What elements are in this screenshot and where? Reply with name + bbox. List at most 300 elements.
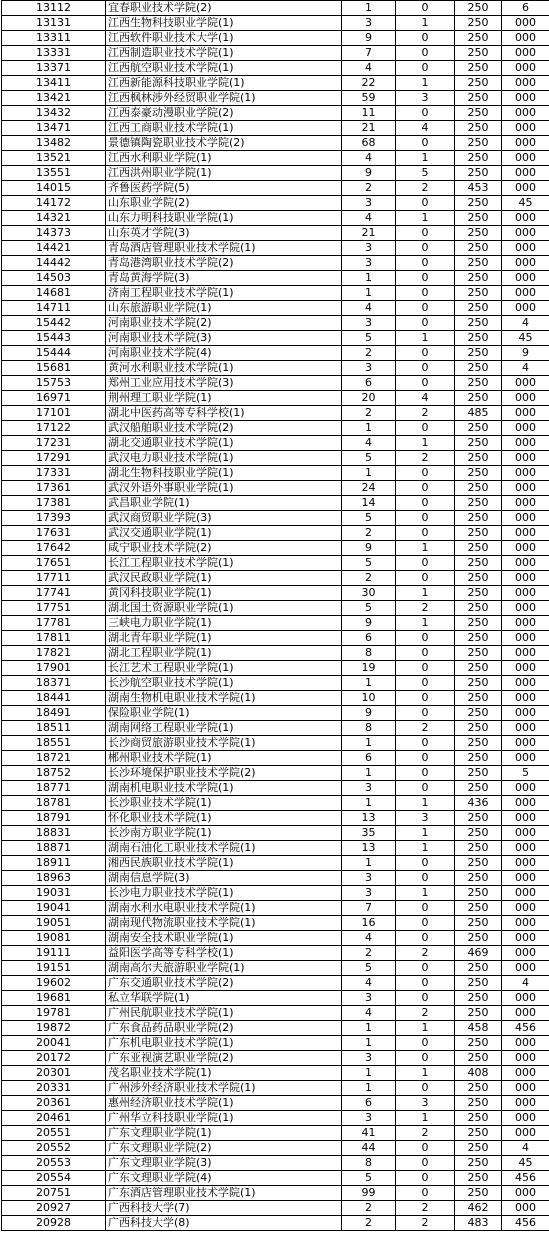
sub-count-cell: 3: [396, 1096, 455, 1111]
sub-count-cell: 0: [396, 1156, 455, 1171]
sub-count-cell: 2: [396, 721, 455, 736]
school-code-cell: 16971: [2, 391, 106, 406]
count-cell: 14: [342, 496, 396, 511]
school-name-cell: 湖北工程职业学院(1): [106, 646, 342, 661]
school-name-cell: 郑州工业应用技术学院(3): [106, 376, 342, 391]
school-code-cell: 13311: [2, 31, 106, 46]
count-cell: 2: [342, 406, 396, 421]
code-suffix-cell: 000: [502, 451, 549, 466]
code-suffix-cell: 000: [502, 16, 549, 31]
code-suffix-cell: 000: [502, 571, 549, 586]
school-code-cell: 14172: [2, 196, 106, 211]
school-name-cell: 广东亚视演艺职业学院(2): [106, 1051, 342, 1066]
code-suffix-cell: 000: [502, 886, 549, 901]
table-body: [2, 1, 549, 1231]
table-row: [2, 1216, 549, 1231]
school-name-cell: 江西工商职业技术学院(1): [106, 121, 342, 136]
score-cell: 250: [455, 736, 502, 751]
school-code-cell: 19151: [2, 961, 106, 976]
table-row: [2, 1081, 549, 1096]
table-row: [2, 256, 549, 271]
school-name-cell: 山东旅游职业学院(1): [106, 301, 342, 316]
score-cell: 485: [455, 406, 502, 421]
sub-count-cell: 0: [396, 856, 455, 871]
code-suffix-cell: 000: [502, 421, 549, 436]
score-cell: 250: [455, 676, 502, 691]
table-row: [2, 46, 549, 61]
sub-count-cell: 1: [396, 616, 455, 631]
count-cell: 6: [342, 751, 396, 766]
school-code-cell: 14015: [2, 181, 106, 196]
school-name-cell: 益阳医学高等专科学校(1): [106, 946, 342, 961]
score-cell: 250: [455, 586, 502, 601]
code-suffix-cell: 000: [502, 811, 549, 826]
sub-count-cell: 2: [396, 1006, 455, 1021]
sub-count-cell: 3: [396, 811, 455, 826]
code-suffix-cell: 000: [502, 736, 549, 751]
count-cell: 41: [342, 1126, 396, 1141]
score-cell: 250: [455, 541, 502, 556]
sub-count-cell: 2: [396, 406, 455, 421]
code-suffix-cell: 000: [502, 286, 549, 301]
score-cell: 250: [455, 706, 502, 721]
score-cell: 250: [455, 136, 502, 151]
school-name-cell: 江西洪州职业学院(1): [106, 166, 342, 181]
sub-count-cell: 0: [396, 421, 455, 436]
score-cell: 250: [455, 661, 502, 676]
sub-count-cell: 0: [396, 196, 455, 211]
table-row: [2, 226, 549, 241]
school-code-cell: 17821: [2, 646, 106, 661]
count-cell: 6: [342, 1096, 396, 1111]
code-suffix-cell: 000: [502, 661, 549, 676]
school-code-cell: 13482: [2, 136, 106, 151]
code-suffix-cell: 000: [502, 676, 549, 691]
school-name-cell: 惠州经济职业技术学院(1): [106, 1096, 342, 1111]
school-code-cell: 13331: [2, 46, 106, 61]
score-cell: 469: [455, 946, 502, 961]
sub-count-cell: 0: [396, 571, 455, 586]
count-cell: 3: [342, 991, 396, 1006]
score-cell: 250: [455, 571, 502, 586]
table-row: [2, 976, 549, 991]
sub-count-cell: 0: [396, 496, 455, 511]
sub-count-cell: 0: [396, 511, 455, 526]
school-code-cell: 13421: [2, 91, 106, 106]
school-code-cell: 17781: [2, 616, 106, 631]
score-cell: 250: [455, 421, 502, 436]
code-suffix-cell: 4: [502, 361, 549, 376]
school-name-cell: 湖南生物机电职业技术学院(1): [106, 691, 342, 706]
table-row: [2, 151, 549, 166]
table-row: [2, 556, 549, 571]
school-name-cell: 湖南水利水电职业技术学院(1): [106, 901, 342, 916]
school-code-cell: 18781: [2, 796, 106, 811]
count-cell: 5: [342, 556, 396, 571]
school-name-cell: 广西科技大学(8): [106, 1216, 342, 1231]
table-row: [2, 1096, 549, 1111]
score-cell: 250: [455, 391, 502, 406]
school-code-cell: 14421: [2, 241, 106, 256]
code-suffix-cell: 000: [502, 871, 549, 886]
score-cell: 250: [455, 976, 502, 991]
code-suffix-cell: 000: [502, 856, 549, 871]
count-cell: 10: [342, 691, 396, 706]
school-code-cell: 18791: [2, 811, 106, 826]
sub-count-cell: 0: [396, 46, 455, 61]
count-cell: 21: [342, 226, 396, 241]
sub-count-cell: 0: [396, 751, 455, 766]
school-code-cell: 13471: [2, 121, 106, 136]
table-row: [2, 1171, 549, 1186]
school-name-cell: 广东文理职业学院(2): [106, 1141, 342, 1156]
school-code-cell: 15681: [2, 361, 106, 376]
table-row: [2, 91, 549, 106]
school-name-cell: 山东职业学院(2): [106, 196, 342, 211]
table-row: [2, 316, 549, 331]
score-cell: 250: [455, 91, 502, 106]
school-name-cell: 武汉商贸职业学院(3): [106, 511, 342, 526]
school-code-cell: 13551: [2, 166, 106, 181]
school-code-cell: 18371: [2, 676, 106, 691]
count-cell: 1: [342, 271, 396, 286]
school-code-cell: 20301: [2, 1066, 106, 1081]
count-cell: 5: [342, 511, 396, 526]
code-suffix-cell: 000: [502, 901, 549, 916]
sub-count-cell: 0: [396, 556, 455, 571]
code-suffix-cell: 000: [502, 601, 549, 616]
school-name-cell: 黄河水利职业技术学院(1): [106, 361, 342, 376]
table-row: [2, 781, 549, 796]
sub-count-cell: 0: [396, 316, 455, 331]
school-code-cell: 18551: [2, 736, 106, 751]
code-suffix-cell: 000: [502, 136, 549, 151]
table-row: [2, 181, 549, 196]
table-row: [2, 706, 549, 721]
table-row: [2, 286, 549, 301]
table-row: [2, 406, 549, 421]
count-cell: 3: [342, 16, 396, 31]
table-row: [2, 1051, 549, 1066]
score-cell: 250: [455, 1126, 502, 1141]
count-cell: 1: [342, 1, 396, 16]
school-name-cell: 广西科技大学(7): [106, 1201, 342, 1216]
school-name-cell: 湖南机电职业技术学院(1): [106, 781, 342, 796]
table-row: [2, 796, 549, 811]
code-suffix-cell: 000: [502, 211, 549, 226]
table-row: [2, 211, 549, 226]
score-cell: 250: [455, 241, 502, 256]
table-row: [2, 991, 549, 1006]
count-cell: 19: [342, 661, 396, 676]
score-cell: 408: [455, 1066, 502, 1081]
score-cell: 483: [455, 1216, 502, 1231]
school-name-cell: 湖南石油化工职业技术学院(1): [106, 841, 342, 856]
school-name-cell: 江西软件职业技术大学(1): [106, 31, 342, 46]
table-row: [2, 361, 549, 376]
score-cell: 250: [455, 1036, 502, 1051]
school-name-cell: 宜春职业技术学院(2): [106, 1, 342, 16]
school-code-cell: 13432: [2, 106, 106, 121]
count-cell: 4: [342, 301, 396, 316]
score-cell: 250: [455, 376, 502, 391]
table-row: [2, 496, 549, 511]
count-cell: 13: [342, 811, 396, 826]
count-cell: 5: [342, 331, 396, 346]
count-cell: 99: [342, 1186, 396, 1201]
count-cell: 2: [342, 571, 396, 586]
school-code-cell: 14373: [2, 226, 106, 241]
table-row: [2, 136, 549, 151]
school-name-cell: 武汉交通职业学院(1): [106, 526, 342, 541]
count-cell: 3: [342, 1051, 396, 1066]
sub-count-cell: 0: [396, 646, 455, 661]
school-name-cell: 武汉民政职业学院(1): [106, 571, 342, 586]
school-code-cell: 13411: [2, 76, 106, 91]
sub-count-cell: 0: [396, 241, 455, 256]
school-code-cell: 19781: [2, 1006, 106, 1021]
school-name-cell: 江西泰豪动漫职业学院(2): [106, 106, 342, 121]
sub-count-cell: 1: [396, 586, 455, 601]
school-name-cell: 广东食品药品职业学院(2): [106, 1021, 342, 1036]
sub-count-cell: 0: [396, 1081, 455, 1096]
school-code-cell: 17751: [2, 601, 106, 616]
table-row: [2, 946, 549, 961]
school-code-cell: 20461: [2, 1111, 106, 1126]
school-name-cell: 湘西民族职业技术学院(1): [106, 856, 342, 871]
sub-count-cell: 0: [396, 1141, 455, 1156]
score-cell: 250: [455, 466, 502, 481]
count-cell: 3: [342, 316, 396, 331]
code-suffix-cell: 000: [502, 1201, 549, 1216]
table-row: [2, 916, 549, 931]
table-row: [2, 901, 549, 916]
score-cell: 250: [455, 496, 502, 511]
score-cell: 458: [455, 1021, 502, 1036]
score-cell: 250: [455, 1096, 502, 1111]
count-cell: 30: [342, 586, 396, 601]
school-code-cell: 18963: [2, 871, 106, 886]
sub-count-cell: 0: [396, 526, 455, 541]
school-name-cell: 郴州职业技术学院(1): [106, 751, 342, 766]
school-name-cell: 广州涉外经济职业技术学院(1): [106, 1081, 342, 1096]
sub-count-cell: 0: [396, 961, 455, 976]
school-code-cell: 17901: [2, 661, 106, 676]
school-name-cell: 长沙环境保护职业技术学院(2): [106, 766, 342, 781]
school-code-cell: 19602: [2, 976, 106, 991]
table-row: [2, 811, 549, 826]
table-row: [2, 721, 549, 736]
count-cell: 4: [342, 976, 396, 991]
count-cell: 3: [342, 256, 396, 271]
sub-count-cell: 0: [396, 706, 455, 721]
sub-count-cell: 0: [396, 916, 455, 931]
score-cell: 250: [455, 721, 502, 736]
score-cell: 250: [455, 1111, 502, 1126]
score-cell: 250: [455, 556, 502, 571]
code-suffix-cell: 000: [502, 106, 549, 121]
sub-count-cell: 0: [396, 301, 455, 316]
code-suffix-cell: 456: [502, 1021, 549, 1036]
school-name-cell: 青岛黄海学院(3): [106, 271, 342, 286]
school-name-cell: 长沙商贸旅游职业技术学院(1): [106, 736, 342, 751]
table-row: [2, 961, 549, 976]
school-code-cell: 17122: [2, 421, 106, 436]
school-name-cell: 江西航空职业技术学院(1): [106, 61, 342, 76]
sub-count-cell: 0: [396, 1051, 455, 1066]
school-code-cell: 20041: [2, 1036, 106, 1051]
sub-count-cell: 1: [396, 331, 455, 346]
sub-count-cell: 0: [396, 1186, 455, 1201]
code-suffix-cell: 456: [502, 1171, 549, 1186]
school-name-cell: 湖北国土资源职业学院(1): [106, 601, 342, 616]
sub-count-cell: 1: [396, 1066, 455, 1081]
sub-count-cell: 0: [396, 1171, 455, 1186]
table-row: [2, 616, 549, 631]
code-suffix-cell: 000: [502, 301, 549, 316]
school-code-cell: 19111: [2, 946, 106, 961]
school-name-cell: 私立华联学院(1): [106, 991, 342, 1006]
score-cell: 250: [455, 436, 502, 451]
score-cell: 250: [455, 451, 502, 466]
school-name-cell: 齐鲁医药学院(5): [106, 181, 342, 196]
table-row: [2, 751, 549, 766]
code-suffix-cell: 000: [502, 391, 549, 406]
code-suffix-cell: 000: [502, 271, 549, 286]
sub-count-cell: 3: [396, 91, 455, 106]
code-suffix-cell: 000: [502, 826, 549, 841]
table-row: [2, 676, 549, 691]
admission-table: [1, 0, 549, 1231]
count-cell: 4: [342, 151, 396, 166]
count-cell: 2: [342, 181, 396, 196]
school-code-cell: 13371: [2, 61, 106, 76]
school-code-cell: 18752: [2, 766, 106, 781]
score-cell: 250: [455, 1156, 502, 1171]
code-suffix-cell: 000: [502, 181, 549, 196]
school-name-cell: 河南职业技术学院(4): [106, 346, 342, 361]
sub-count-cell: 0: [396, 991, 455, 1006]
school-name-cell: 广东文理职业学院(4): [106, 1171, 342, 1186]
sub-count-cell: 0: [396, 736, 455, 751]
sub-count-cell: 4: [396, 121, 455, 136]
school-code-cell: 20928: [2, 1216, 106, 1231]
school-code-cell: 13112: [2, 1, 106, 16]
code-suffix-cell: 000: [502, 526, 549, 541]
code-suffix-cell: 000: [502, 46, 549, 61]
score-cell: 250: [455, 916, 502, 931]
sub-count-cell: 4: [396, 391, 455, 406]
table-row: [2, 736, 549, 751]
school-code-cell: 15443: [2, 331, 106, 346]
school-code-cell: 20554: [2, 1171, 106, 1186]
school-name-cell: 长江工程职业技术学院(1): [106, 556, 342, 571]
score-cell: 250: [455, 631, 502, 646]
score-cell: 250: [455, 211, 502, 226]
table-row: [2, 1006, 549, 1021]
score-cell: 250: [455, 961, 502, 976]
score-cell: 250: [455, 901, 502, 916]
school-name-cell: 茂名职业技术学院(1): [106, 1066, 342, 1081]
count-cell: 1: [342, 1021, 396, 1036]
sub-count-cell: 0: [396, 286, 455, 301]
sub-count-cell: 2: [396, 946, 455, 961]
school-name-cell: 河南职业技术学院(2): [106, 316, 342, 331]
school-code-cell: 20172: [2, 1051, 106, 1066]
score-cell: 250: [455, 991, 502, 1006]
school-name-cell: 长沙航空职业技术学院(1): [106, 676, 342, 691]
score-cell: 250: [455, 346, 502, 361]
school-code-cell: 14321: [2, 211, 106, 226]
code-suffix-cell: 000: [502, 91, 549, 106]
school-name-cell: 武汉外语外事职业学院(1): [106, 481, 342, 496]
table-row: [2, 76, 549, 91]
score-cell: 250: [455, 811, 502, 826]
school-code-cell: 18831: [2, 826, 106, 841]
school-name-cell: 三峡电力职业学院(1): [106, 616, 342, 631]
count-cell: 1: [342, 1036, 396, 1051]
count-cell: 3: [342, 781, 396, 796]
sub-count-cell: 0: [396, 256, 455, 271]
code-suffix-cell: 45: [502, 331, 549, 346]
code-suffix-cell: 000: [502, 1036, 549, 1051]
count-cell: 8: [342, 721, 396, 736]
school-code-cell: 19031: [2, 886, 106, 901]
count-cell: 4: [342, 211, 396, 226]
score-cell: 250: [455, 31, 502, 46]
school-name-cell: 江西枫林涉外经贸职业学院(1): [106, 91, 342, 106]
table-row: [2, 421, 549, 436]
school-name-cell: 广东机电职业技术学院(1): [106, 1036, 342, 1051]
school-code-cell: 17651: [2, 556, 106, 571]
table-row: [2, 871, 549, 886]
school-name-cell: 湖南信息学院(3): [106, 871, 342, 886]
score-cell: 250: [455, 841, 502, 856]
table-row: [2, 856, 549, 871]
score-cell: 250: [455, 151, 502, 166]
code-suffix-cell: 000: [502, 586, 549, 601]
count-cell: 22: [342, 76, 396, 91]
school-code-cell: 19872: [2, 1021, 106, 1036]
table-row: [2, 31, 549, 46]
sub-count-cell: 1: [396, 841, 455, 856]
count-cell: 3: [342, 196, 396, 211]
school-code-cell: 19681: [2, 991, 106, 1006]
code-suffix-cell: 000: [502, 31, 549, 46]
score-cell: 250: [455, 1081, 502, 1096]
school-code-cell: 17393: [2, 511, 106, 526]
sub-count-cell: 1: [396, 16, 455, 31]
count-cell: 1: [342, 421, 396, 436]
school-name-cell: 长沙南方职业学院(1): [106, 826, 342, 841]
school-code-cell: 17811: [2, 631, 106, 646]
count-cell: 1: [342, 856, 396, 871]
table-row: [2, 1036, 549, 1051]
count-cell: 1: [342, 676, 396, 691]
code-suffix-cell: 000: [502, 121, 549, 136]
score-cell: 250: [455, 1, 502, 16]
count-cell: 1: [342, 286, 396, 301]
score-cell: 250: [455, 256, 502, 271]
count-cell: 59: [342, 91, 396, 106]
school-name-cell: 济南工程职业技术学院(1): [106, 286, 342, 301]
school-code-cell: 19041: [2, 901, 106, 916]
code-suffix-cell: 000: [502, 61, 549, 76]
code-suffix-cell: 000: [502, 1066, 549, 1081]
school-code-cell: 15442: [2, 316, 106, 331]
sub-count-cell: 0: [396, 376, 455, 391]
code-suffix-cell: 6: [502, 1, 549, 16]
